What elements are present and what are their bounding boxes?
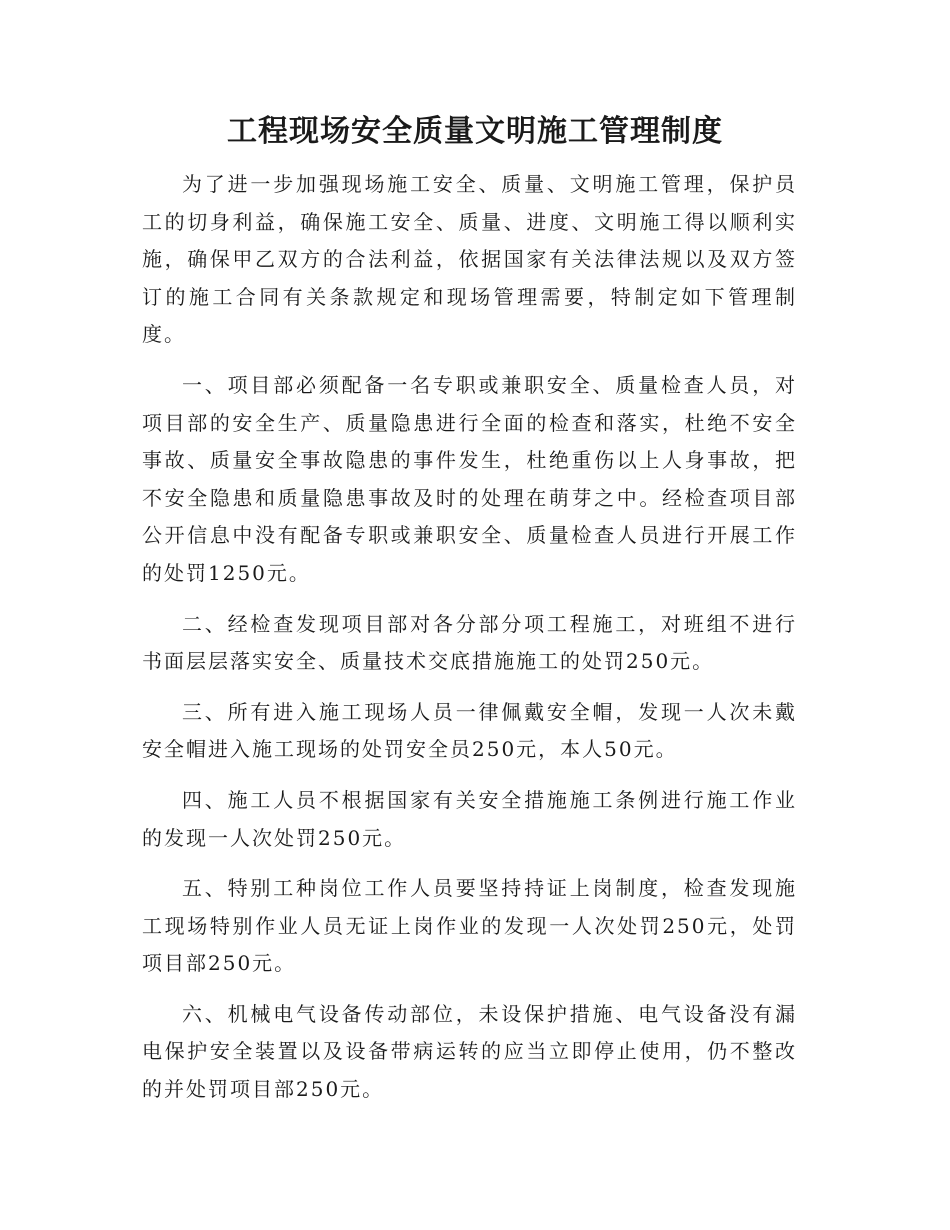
document-title: 工程现场安全质量文明施工管理制度	[227, 114, 723, 149]
rule-paragraph-6: 六、机械电气设备传动部位，未设保护措施、电气设备没有漏电保护安全装置以及设备带病运转的应当立即停止使用，仍不整改的并处罚项目部250元。	[142, 1001, 797, 1102]
rule-paragraph-5: 五、特别工种岗位工作人员要坚持持证上岗制度，检查发现施工现场特别作业人员无证上岗作业的发现一人次处罚250元，处罚项目部250元。	[142, 876, 797, 976]
document-body	[142, 166, 797, 1122]
rule-paragraph-3: 三、所有进入施工现场人员一律佩戴安全帽，发现一人次未戴安全帽进入施工现场的处罚安全员250元，本人50元。	[142, 699, 797, 762]
rule-paragraph-4: 四、施工人员不根据国家有关安全措施施工条例进行施工作业的发现一人次处罚250元。	[142, 787, 797, 850]
intro-paragraph: 为了进一步加强现场施工安全、质量、文明施工管理，保护员工的切身利益，确保施工安全、质量、进度、文明施工得以顺利实施，确保甲乙双方的合法利益，依据国家有关法律法规以及双方签订的施工合同有关条款规定和现场管理需要，特制定如下管理制度。	[142, 172, 797, 347]
rule-paragraph-2: 二、经检查发现项目部对各分部分项工程施工，对班组不进行书面层层落实安全、质量技术交底措施施工的处罚250元。	[142, 611, 797, 674]
rule-paragraph-1: 一、项目部必须配备一名专职或兼职安全、质量检查人员，对项目部的安全生产、质量隐患进行全面的检查和落实，杜绝不安全事故、质量安全事故隐患的事件发生，杜绝重伤以上人身事故，把不安全隐患和质量隐患事故及时的处理在萌芽之中。经检查项目部公开信息中没有配备专职或兼职安全、质量检查人员进行开展工作的处罚1250元。	[142, 372, 797, 585]
